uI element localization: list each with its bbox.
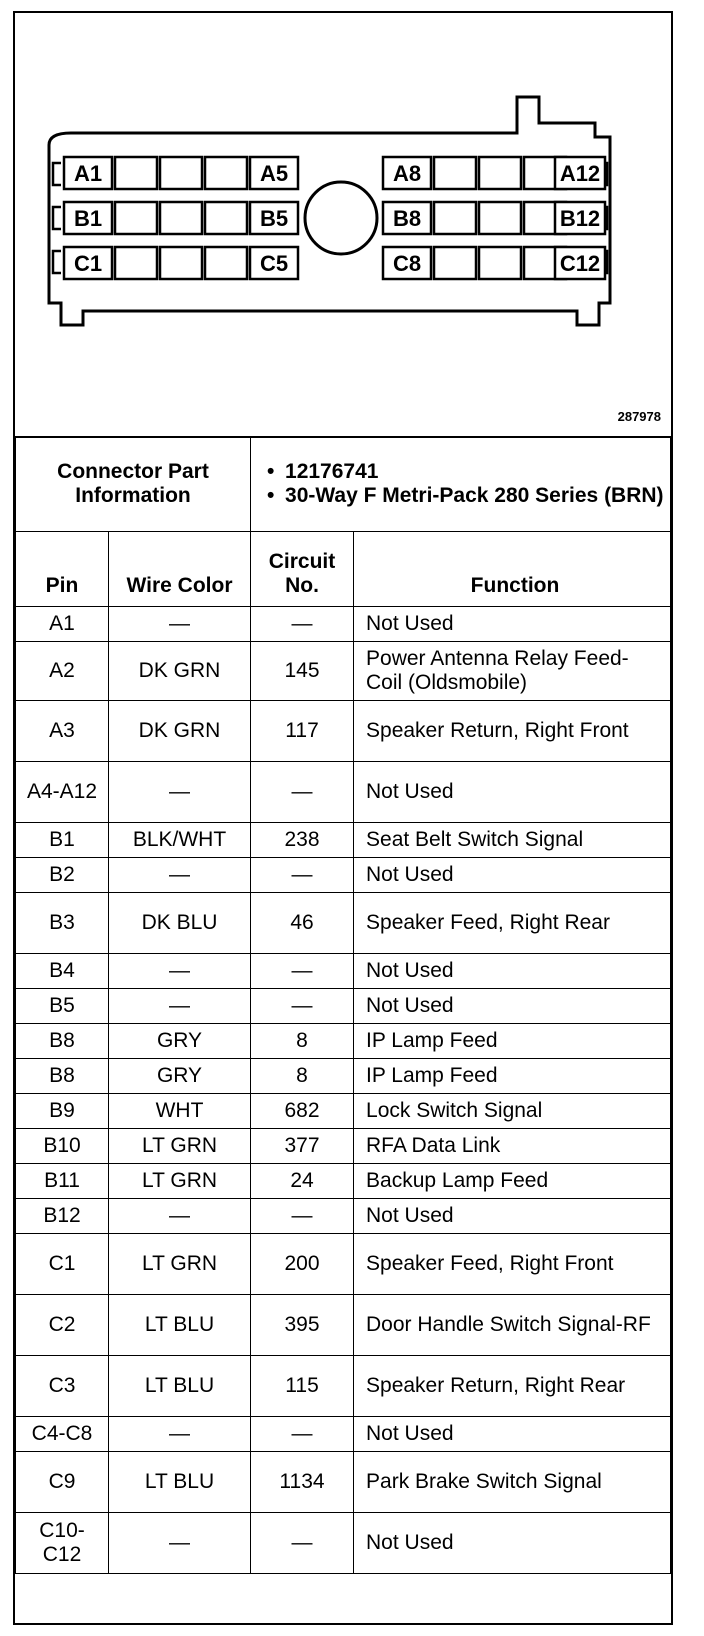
wire-color-cell: LT GRN bbox=[109, 1129, 251, 1164]
wire-color-cell: LT BLU bbox=[109, 1452, 251, 1513]
cavity bbox=[205, 157, 247, 189]
pin-cell: A1 bbox=[16, 607, 109, 642]
function-cell: Lock Switch Signal bbox=[354, 1094, 671, 1129]
function-cell: Not Used bbox=[354, 989, 671, 1024]
pin-label-a12: A12 bbox=[559, 161, 601, 186]
connector-info-details bbox=[251, 437, 671, 532]
table-row bbox=[16, 989, 671, 1024]
cavity bbox=[434, 157, 476, 189]
table-row bbox=[16, 642, 671, 701]
wire-color-cell: — bbox=[109, 1417, 251, 1452]
pin-cell: C2 bbox=[16, 1295, 109, 1356]
pin-cell: C10-C12 bbox=[16, 1513, 109, 1574]
wire-color-cell: — bbox=[109, 954, 251, 989]
pin-label-b5: B5 bbox=[259, 206, 289, 231]
function-cell: Seat Belt Switch Signal bbox=[354, 823, 671, 858]
pin-label-c8: C8 bbox=[392, 251, 422, 276]
pin-cell: B11 bbox=[16, 1164, 109, 1199]
function-cell: Park Brake Switch Signal bbox=[354, 1452, 671, 1513]
wire-color-cell: WHT bbox=[109, 1094, 251, 1129]
table-row bbox=[16, 1452, 671, 1513]
circuit-cell: — bbox=[251, 1417, 354, 1452]
wire-color-cell: LT GRN bbox=[109, 1234, 251, 1295]
pin-cell: B1 bbox=[16, 823, 109, 858]
circuit-cell: — bbox=[251, 607, 354, 642]
circuit-cell: 377 bbox=[251, 1129, 354, 1164]
table-row bbox=[16, 893, 671, 954]
wire-color-cell: — bbox=[109, 607, 251, 642]
connector-sheet bbox=[13, 11, 673, 1625]
cavity bbox=[479, 202, 521, 234]
connector-info-row bbox=[16, 437, 671, 532]
connector-info-label: Connector Part Information bbox=[16, 437, 251, 532]
pin-cell: B2 bbox=[16, 858, 109, 893]
circuit-cell: 8 bbox=[251, 1024, 354, 1059]
cavity bbox=[434, 247, 476, 279]
pin-cell: B3 bbox=[16, 893, 109, 954]
cavity bbox=[160, 202, 202, 234]
table-body bbox=[16, 607, 671, 1574]
pin-cell: B12 bbox=[16, 1199, 109, 1234]
pin-cell: A2 bbox=[16, 642, 109, 701]
circuit-cell: — bbox=[251, 954, 354, 989]
wire-color-cell: LT GRN bbox=[109, 1164, 251, 1199]
pin-cell: B4 bbox=[16, 954, 109, 989]
pinout-table bbox=[15, 436, 671, 1574]
function-cell: RFA Data Link bbox=[354, 1129, 671, 1164]
function-cell: Door Handle Switch Signal-RF bbox=[354, 1295, 671, 1356]
table-row bbox=[16, 1094, 671, 1129]
connector-diagram bbox=[15, 13, 671, 438]
function-cell: Speaker Return, Right Rear bbox=[354, 1356, 671, 1417]
wire-color-cell: — bbox=[109, 1199, 251, 1234]
circuit-cell: 117 bbox=[251, 701, 354, 762]
table-row bbox=[16, 1295, 671, 1356]
function-cell: Not Used bbox=[354, 954, 671, 989]
pin-label-b8: B8 bbox=[392, 206, 422, 231]
pin-cell: B10 bbox=[16, 1129, 109, 1164]
pin-label-b12: B12 bbox=[559, 206, 601, 231]
table-row bbox=[16, 1059, 671, 1094]
pin-label-a5: A5 bbox=[259, 161, 289, 186]
pin-label-c1: C1 bbox=[73, 251, 103, 276]
circuit-cell: — bbox=[251, 989, 354, 1024]
pin-label-a1: A1 bbox=[73, 161, 103, 186]
wire-color-cell: GRY bbox=[109, 1024, 251, 1059]
circuit-cell: 395 bbox=[251, 1295, 354, 1356]
header-circuit-no: Circuit No. bbox=[251, 532, 354, 607]
function-cell: Not Used bbox=[354, 1513, 671, 1574]
circuit-cell: 115 bbox=[251, 1356, 354, 1417]
cavity bbox=[479, 157, 521, 189]
circuit-cell: 8 bbox=[251, 1059, 354, 1094]
table-row bbox=[16, 1199, 671, 1234]
connector-description: • 30-Way F Metri-Pack 280 Series (BRN) bbox=[285, 484, 664, 508]
pin-label-c5: C5 bbox=[259, 251, 289, 276]
cavity bbox=[205, 247, 247, 279]
circuit-cell: 145 bbox=[251, 642, 354, 701]
wire-color-cell: — bbox=[109, 1513, 251, 1574]
function-cell: Speaker Feed, Right Front bbox=[354, 1234, 671, 1295]
function-cell: IP Lamp Feed bbox=[354, 1024, 671, 1059]
cavity bbox=[160, 157, 202, 189]
function-cell: Not Used bbox=[354, 762, 671, 823]
header-pin: Pin bbox=[16, 532, 109, 607]
pin-label-c12: C12 bbox=[559, 251, 601, 276]
cavity bbox=[160, 247, 202, 279]
part-number: • 12176741 bbox=[285, 460, 664, 484]
circuit-cell: — bbox=[251, 1199, 354, 1234]
pin-cell: B8 bbox=[16, 1059, 109, 1094]
circuit-cell: 1134 bbox=[251, 1452, 354, 1513]
table-row bbox=[16, 1234, 671, 1295]
circuit-cell: 200 bbox=[251, 1234, 354, 1295]
function-cell: Speaker Return, Right Front bbox=[354, 701, 671, 762]
circuit-cell: — bbox=[251, 858, 354, 893]
table-row bbox=[16, 762, 671, 823]
function-cell: Not Used bbox=[354, 607, 671, 642]
pin-label-a8: A8 bbox=[392, 161, 422, 186]
header-wire-color: Wire Color bbox=[109, 532, 251, 607]
pin-cell: B9 bbox=[16, 1094, 109, 1129]
pin-cell: B8 bbox=[16, 1024, 109, 1059]
cavity bbox=[205, 202, 247, 234]
circuit-cell: — bbox=[251, 762, 354, 823]
pin-cell: C1 bbox=[16, 1234, 109, 1295]
center-latch bbox=[305, 182, 377, 254]
cavity bbox=[479, 247, 521, 279]
connector-face-drawing bbox=[15, 13, 671, 436]
circuit-cell: 238 bbox=[251, 823, 354, 858]
table-row bbox=[16, 1417, 671, 1452]
function-cell: Not Used bbox=[354, 858, 671, 893]
pin-cell: A3 bbox=[16, 701, 109, 762]
wire-color-cell: — bbox=[109, 989, 251, 1024]
pin-cell: C9 bbox=[16, 1452, 109, 1513]
wire-color-cell: DK GRN bbox=[109, 701, 251, 762]
circuit-cell: 682 bbox=[251, 1094, 354, 1129]
circuit-cell: — bbox=[251, 1513, 354, 1574]
pin-cell: C4-C8 bbox=[16, 1417, 109, 1452]
cavity bbox=[115, 157, 157, 189]
figure-number: 287978 bbox=[617, 409, 661, 424]
pin-cell: A4-A12 bbox=[16, 762, 109, 823]
function-cell: Not Used bbox=[354, 1199, 671, 1234]
cavity bbox=[115, 247, 157, 279]
cavity bbox=[434, 202, 476, 234]
table-row bbox=[16, 858, 671, 893]
table-row bbox=[16, 1024, 671, 1059]
wire-color-cell: LT BLU bbox=[109, 1356, 251, 1417]
function-cell: Power Antenna Relay Feed-Coil (Oldsmobile) bbox=[354, 642, 671, 701]
left-keys bbox=[53, 163, 61, 273]
table-row bbox=[16, 607, 671, 642]
wire-color-cell: DK BLU bbox=[109, 893, 251, 954]
table-row bbox=[16, 1164, 671, 1199]
table-row bbox=[16, 701, 671, 762]
header-function: Function bbox=[354, 532, 671, 607]
table-row bbox=[16, 954, 671, 989]
function-cell: Backup Lamp Feed bbox=[354, 1164, 671, 1199]
function-cell: Speaker Feed, Right Rear bbox=[354, 893, 671, 954]
pin-cell: B5 bbox=[16, 989, 109, 1024]
wire-color-cell: GRY bbox=[109, 1059, 251, 1094]
circuit-cell: 46 bbox=[251, 893, 354, 954]
pin-cell: C3 bbox=[16, 1356, 109, 1417]
table-row bbox=[16, 1356, 671, 1417]
function-cell: IP Lamp Feed bbox=[354, 1059, 671, 1094]
table-row bbox=[16, 1513, 671, 1574]
wire-color-cell: — bbox=[109, 762, 251, 823]
wire-color-cell: — bbox=[109, 858, 251, 893]
table-row bbox=[16, 1129, 671, 1164]
circuit-cell: 24 bbox=[251, 1164, 354, 1199]
wire-color-cell: DK GRN bbox=[109, 642, 251, 701]
pin-label-b1: B1 bbox=[73, 206, 103, 231]
table-header-row bbox=[16, 532, 671, 607]
cavity bbox=[115, 202, 157, 234]
wire-color-cell: LT BLU bbox=[109, 1295, 251, 1356]
wire-color-cell: BLK/WHT bbox=[109, 823, 251, 858]
table-row bbox=[16, 823, 671, 858]
function-cell: Not Used bbox=[354, 1417, 671, 1452]
